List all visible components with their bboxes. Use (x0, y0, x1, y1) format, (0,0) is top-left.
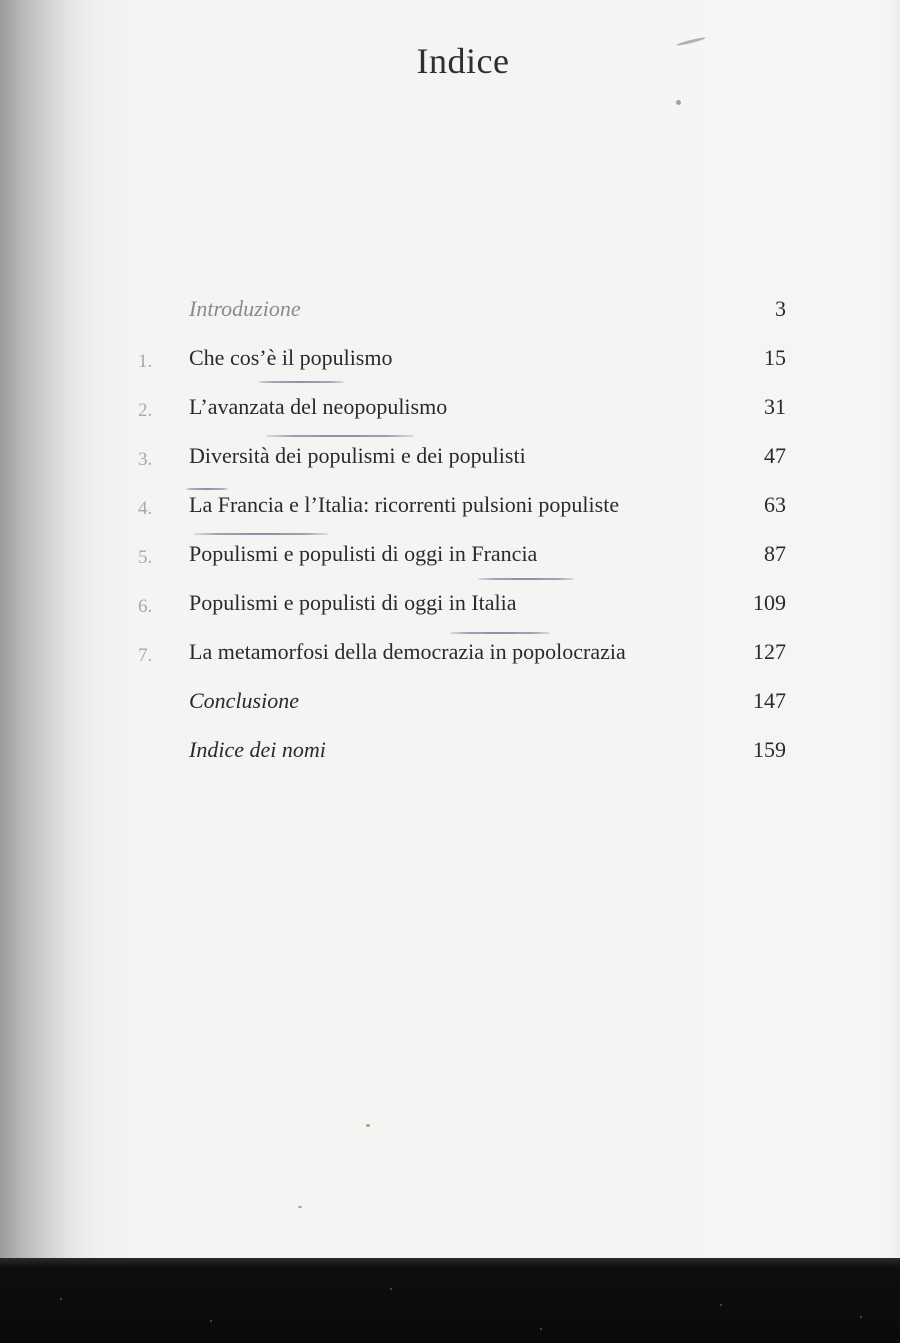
chapter-number: 5. (138, 547, 153, 568)
toc-entry-chapter-7 (0, 639, 900, 679)
chapter-number: 6. (138, 596, 153, 617)
entry-title: La metamorfosi della democrazia in popolocrazia (189, 639, 626, 664)
entry-page-number: 87 (764, 541, 786, 566)
toc-entry-introduzione (0, 296, 900, 336)
chapter-number: 4. (138, 498, 153, 519)
toc-entry-chapter-3 (0, 443, 900, 483)
entry-title: Introduzione (189, 296, 301, 321)
entry-page-number: 127 (753, 639, 786, 664)
scan-speck (366, 1124, 370, 1127)
pencil-underline-mark (478, 578, 574, 580)
entry-title: Conclusione (189, 688, 299, 713)
chapter-number: 3. (138, 449, 153, 470)
toc-entry-conclusione (0, 688, 900, 728)
entry-page-number: 31 (764, 394, 786, 419)
entry-page-number: 159 (753, 737, 786, 762)
toc-entry-chapter-6 (0, 590, 900, 630)
pencil-underline-mark (186, 488, 228, 490)
pencil-underline-mark (450, 632, 550, 634)
scan-speck (720, 1304, 722, 1306)
toc-entry-indice-dei-nomi (0, 737, 900, 777)
page-title: Indice (416, 41, 510, 81)
scan-background-band (0, 1258, 900, 1343)
toc-entry-chapter-4 (0, 492, 900, 532)
chapter-number: 1. (138, 351, 153, 372)
scan-speck (390, 1288, 392, 1290)
toc-entry-chapter-1 (0, 345, 900, 385)
scan-speck (210, 1320, 212, 1322)
scan-speck (860, 1316, 862, 1318)
pencil-underline-mark (194, 533, 328, 535)
pencil-underline-mark (258, 381, 344, 383)
toc-entry-chapter-5 (0, 541, 900, 581)
entry-page-number: 109 (753, 590, 786, 615)
entry-page-number: 15 (764, 345, 786, 370)
entry-title: Diversità dei populismi e dei populisti (189, 443, 526, 468)
chapter-number: 2. (138, 400, 153, 421)
entry-title: Populismi e populisti di oggi in Francia (189, 541, 538, 566)
entry-title: L’avanzata del neopopulismo (189, 394, 448, 419)
toc-entry-chapter-2 (0, 394, 900, 434)
entry-title: Indice dei nomi (189, 737, 326, 762)
chapter-number: 7. (138, 645, 153, 666)
entry-title: Che cos’è il populismo (189, 345, 393, 370)
scan-speck (676, 100, 681, 105)
entry-title: La Francia e l’Italia: ricorrenti pulsioni populiste (189, 492, 620, 517)
page-edge-shadow (886, 0, 900, 1262)
entry-page-number: 147 (753, 688, 786, 713)
scan-speck (60, 1298, 62, 1300)
entry-page-number: 47 (764, 443, 786, 468)
entry-page-number: 63 (764, 492, 786, 517)
entry-title: Populismi e populisti di oggi in Italia (189, 590, 517, 615)
pencil-underline-mark (266, 435, 414, 437)
scan-speck (298, 1206, 302, 1208)
entry-page-number: 3 (775, 296, 786, 321)
scan-speck (540, 1328, 542, 1330)
